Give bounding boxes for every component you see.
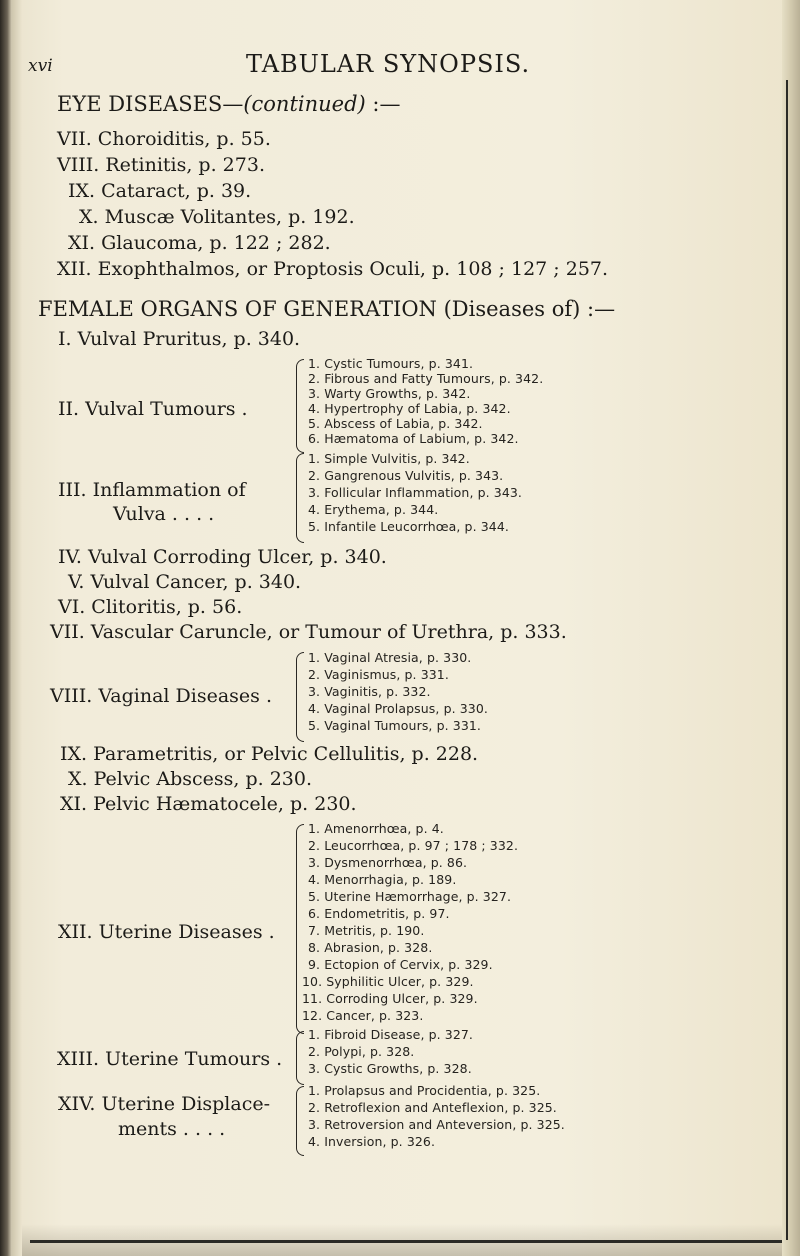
- group-label-vaginal-diseases: VIII. Vaginal Diseases .: [50, 685, 272, 707]
- sub-item: 3. Retroversion and Anteversion, p. 325.: [308, 1117, 565, 1132]
- sub-item: 5. Infantile Leucorrhœa, p. 344.: [308, 519, 509, 534]
- list-item: VIII. Retinitis, p. 273.: [57, 154, 265, 176]
- list-item: XI. Glaucoma, p. 122 ; 282.: [68, 232, 331, 254]
- brace: [296, 1086, 304, 1156]
- sub-item: 12. Cancer, p. 323.: [302, 1008, 424, 1023]
- sub-item: 9. Ectopion of Cervix, p. 329.: [308, 957, 493, 972]
- sub-item: 1. Fibroid Disease, p. 327.: [308, 1027, 474, 1042]
- brace: [296, 453, 304, 543]
- sub-item: 3. Vaginitis, p. 332.: [308, 684, 431, 699]
- sub-item: 6. Endometritis, p. 97.: [308, 906, 450, 921]
- sub-item: 6. Hæmatoma of Labium, p. 342.: [308, 431, 519, 446]
- sub-item: 10. Syphilitic Ulcer, p. 329.: [302, 974, 474, 989]
- sub-item: 4. Erythema, p. 344.: [308, 502, 439, 517]
- running-title: TABULAR SYNOPSIS.: [246, 50, 531, 78]
- brace: [296, 359, 304, 453]
- sub-item: 5. Abscess of Labia, p. 342.: [308, 416, 483, 431]
- sub-item: 1. Prolapsus and Procidentia, p. 325.: [308, 1083, 541, 1098]
- list-item: VII. Choroiditis, p. 55.: [57, 128, 271, 150]
- sub-item: 1. Vaginal Atresia, p. 330.: [308, 650, 472, 665]
- sub-item: 4. Hypertrophy of Labia, p. 342.: [308, 401, 511, 416]
- group-label-inflammation-2: Vulva . . . .: [113, 503, 215, 525]
- list-item: XII. Exophthalmos, or Proptosis Oculi, p. 108 ; 127 ; 257.: [57, 258, 609, 280]
- list-item: VI. Clitoritis, p. 56.: [58, 596, 243, 618]
- group-label-uterine-tumours: XIII. Uterine Tumours .: [57, 1048, 283, 1070]
- list-item: VII. Vascular Caruncle, or Tumour of Urethra, p. 333.: [50, 621, 567, 643]
- sub-item: 1. Cystic Tumours, p. 341.: [308, 356, 474, 371]
- group-label-vulval-tumours: II. Vulval Tumours .: [58, 398, 248, 420]
- book-spine-shadow: [0, 0, 12, 1256]
- list-item: IX. Parametritis, or Pelvic Cellulitis, p. 228.: [60, 743, 479, 765]
- sub-item: 5. Vaginal Tumours, p. 331.: [308, 718, 481, 733]
- sub-item: 3. Cystic Growths, p. 328.: [308, 1061, 472, 1076]
- book-gutter: [12, 0, 22, 1256]
- brace: [296, 652, 304, 742]
- list-item: V. Vulval Cancer, p. 340.: [68, 571, 302, 593]
- page-edge-line: [786, 80, 788, 1240]
- running-head: [0, 48, 800, 78]
- sub-item: 8. Abrasion, p. 328.: [308, 940, 433, 955]
- list-item: XI. Pelvic Hæmatocele, p. 230.: [60, 793, 357, 815]
- sub-item: 1. Simple Vulvitis, p. 342.: [308, 451, 470, 466]
- sub-item: 2. Leucorrhœa, p. 97 ; 178 ; 332.: [308, 838, 519, 853]
- page-edge-stack: [782, 0, 800, 1256]
- sub-item: 2. Fibrous and Fatty Tumours, p. 342.: [308, 371, 544, 386]
- sub-item: 3. Warty Growths, p. 342.: [308, 386, 471, 401]
- sub-item: 1. Amenorrhœa, p. 4.: [308, 821, 444, 836]
- sub-item: 4. Inversion, p. 326.: [308, 1134, 436, 1149]
- list-item: IX. Cataract, p. 39.: [68, 180, 252, 202]
- sub-item: 4. Vaginal Prolapsus, p. 330.: [308, 701, 488, 716]
- sub-item: 7. Metritis, p. 190.: [308, 923, 425, 938]
- sub-item: 2. Polypi, p. 328.: [308, 1044, 415, 1059]
- sub-item: 2. Vaginismus, p. 331.: [308, 667, 449, 682]
- sub-item: 4. Menorrhagia, p. 189.: [308, 872, 457, 887]
- list-item: I. Vulval Pruritus, p. 340.: [58, 328, 301, 350]
- list-item: IV. Vulval Corroding Ulcer, p. 340.: [58, 546, 387, 568]
- brace: [296, 1031, 304, 1085]
- female-organs-heading: FEMALE ORGANS OF GENERATION (Diseases of) :—: [38, 297, 616, 321]
- group-label-uterine-displacements-2: ments . . . .: [118, 1118, 226, 1140]
- group-label-uterine-displacements: XIV. Uterine Displace-: [58, 1093, 271, 1115]
- page-number: xvi: [28, 56, 53, 76]
- sub-item: 2. Gangrenous Vulvitis, p. 343.: [308, 468, 504, 483]
- group-label-uterine-diseases: XII. Uterine Diseases .: [58, 921, 275, 943]
- group-label-inflammation: III. Inflammation of: [58, 479, 246, 501]
- list-item: X. Muscæ Volitantes, p. 192.: [79, 206, 355, 228]
- eye-diseases-heading: EYE DISEASES—(continued) :—: [57, 92, 401, 116]
- sub-item: 11. Corroding Ulcer, p. 329.: [302, 991, 478, 1006]
- sub-item: 3. Follicular Inflammation, p. 343.: [308, 485, 523, 500]
- sub-item: 5. Uterine Hæmorrhage, p. 327.: [308, 889, 512, 904]
- sub-item: 3. Dysmenorrhœa, p. 86.: [308, 855, 468, 870]
- page-bottom-line: [30, 1240, 782, 1243]
- list-item: X. Pelvic Abscess, p. 230.: [68, 768, 312, 790]
- sub-item: 2. Retroflexion and Anteflexion, p. 325.: [308, 1100, 557, 1115]
